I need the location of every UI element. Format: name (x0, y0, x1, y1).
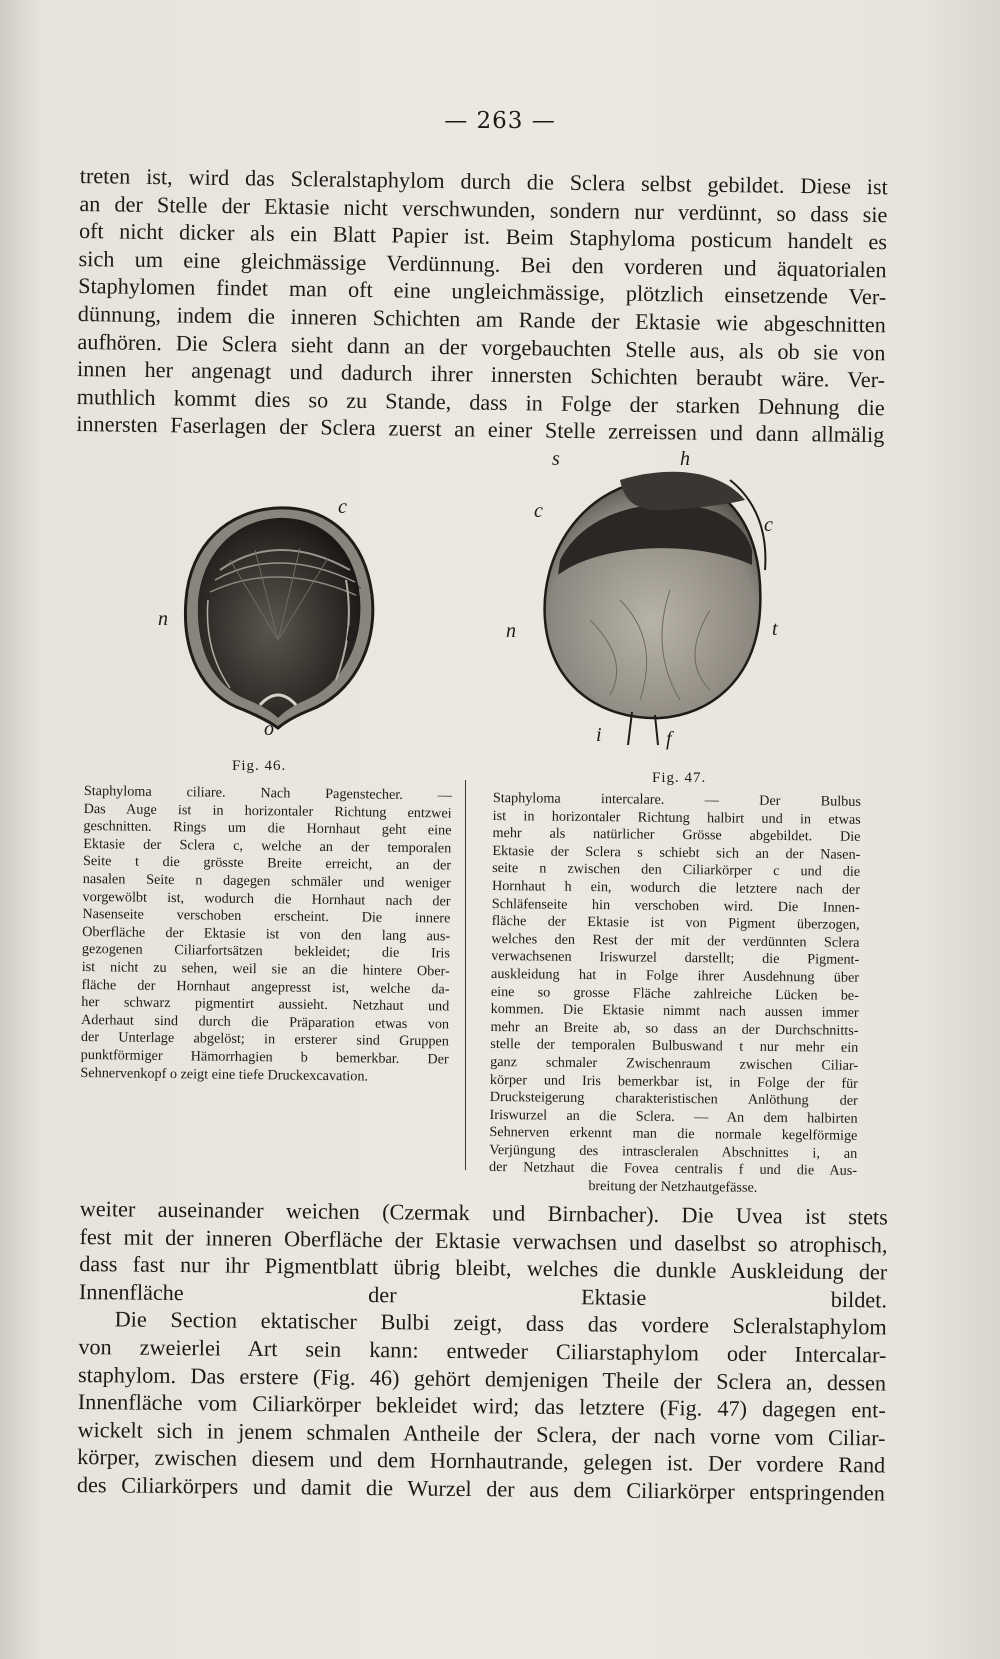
caption-line: her schwarz pigmentirt aussieht. Netzhaut und (81, 994, 450, 1015)
caption-line: ist nicht zu sehen, weil sie an die hintere Ober- (81, 958, 450, 980)
caption-line: der Netzhaut die Fovea centralis f und die Aus- (488, 1159, 858, 1180)
text-line: von zweierlei Art sein kann: entweder Ciliarstaphylom oder Intercalar- (78, 1333, 887, 1368)
text-line: dünnung, indem die inneren Schichten am Rande der Ektasie wie abgeschnitten (77, 300, 886, 338)
figure-47-caption (489, 790, 861, 1198)
body-text-top (76, 162, 888, 449)
figure-47 (506, 448, 780, 750)
caption-line: Aderhaut sind durch die Präparation etwas von (81, 1011, 450, 1033)
figure-46-title: Fig. 46. (232, 758, 287, 774)
label-o: o (264, 718, 274, 740)
label-n: n (158, 608, 168, 630)
label-b: b (346, 624, 356, 646)
caption-line: Drucksteigerung charakteristischen Anlöthung der (489, 1089, 858, 1109)
caption-line: Ektasie der Sclera s schiebt sich an der Nasen- (492, 842, 861, 863)
caption-line: Schläfenseite hin verschoben wird. Die Innen- (491, 895, 860, 916)
page-number: — 263 — (444, 108, 556, 134)
caption-line: körper und Iris bemerkbar ist, in Folge der für (489, 1071, 859, 1092)
figure-47-illustration (520, 460, 780, 750)
figure-46 (158, 496, 400, 740)
caption-line: Nasenseite verschoben erscheint. Die innere (82, 906, 451, 927)
text-line: staphylom. Das erstere (Fig. 46) gehört demjenigen Theile der Sclera an, dessen (77, 1361, 887, 1396)
caption-line: Das Auge ist in horizontaler Richtung entzwei (83, 800, 452, 822)
caption-line: Iriswurzel an die Sclera. — An dem halbirten (489, 1106, 858, 1127)
text-line: weiter auseinander weichen (Czermak und Birnbacher). Die Uvea ist stets (79, 1196, 888, 1230)
caption-line: ist in horizontaler Richtung halbirt und in etwas (492, 807, 861, 828)
text-line: Die Section ektatischer Bulbi zeigt, dass das vordere Scleralstaphylom (114, 1306, 887, 1340)
label-c-left: c (534, 500, 543, 522)
text-line: fest mit der inneren Oberfläche der Ektasie verwachsen und daselbst so atrophisch, (79, 1223, 888, 1258)
text-line: Staphylomen findet man oft eine ungleichmässige, plötzlich einsetzende Ver- (78, 273, 887, 310)
caption-line: welches den Rest der mit der verdünnten Sclera (491, 930, 860, 951)
text-line: körper, zwischen diesem und dem Hornhautrande, gelegen ist. Der vordere Rand (77, 1444, 886, 1478)
caption-line: fläche der Hornhaut angepresst ist, welche da- (81, 976, 450, 998)
caption-line: nasalen Seite n dagegen schmäler und weniger (82, 870, 451, 892)
text-line: muthlich kommt dies so zu Stande, dass in Folge der starken Dehnung die (76, 383, 885, 421)
caption-line: ganz schmaler Zwischenraum zwischen Ciliar- (490, 1053, 859, 1074)
text-line: Innenfläche der Ektasie bildet. (78, 1278, 888, 1313)
label-n: n (506, 620, 516, 642)
caption-line: kommen. Die Ektasie nimmt nach aussen immer (490, 1001, 859, 1021)
caption-line: Hornhaut h ein, wodurch die letztere nach der (491, 877, 861, 898)
text-line: aufhören. Die Sclera sieht dann an der vorgebauchten Stelle aus, als ob sie von (77, 328, 886, 365)
label-t: t (772, 618, 778, 640)
label-t: t (355, 580, 361, 602)
caption-line: Verjüngung des intrascleralen Abschnittes i, an (489, 1141, 858, 1162)
text-line: an der Stelle der Ektasie nicht verschwunden, sondern nur verdünnt, so dass sie (79, 190, 888, 227)
caption-line: fläche der Ektasie ist von Pigment überzogen, (491, 913, 860, 934)
caption-line: Seite t die grösste Breite erreicht, an der (82, 853, 452, 874)
caption-line: eine so grosse Fläche zahlreiche Lücken be- (490, 983, 859, 1004)
caption-line: geschnitten. Rings um die Hornhaut geht eine (83, 818, 452, 839)
text-line: Innenfläche vom Ciliarkörper bekleidet wird; das letztere (Fig. 47) dagegen ent- (77, 1389, 886, 1423)
label-c: c (338, 496, 347, 518)
caption-line: Sehnervenkopf o zeigt eine tiefe Druckexcavation. (80, 1064, 369, 1084)
caption-line: auskleidung hat in Folge ihrer Ausdehnung über (490, 965, 860, 986)
label-f: f (666, 728, 672, 750)
caption-line: gezogenen Ciliarfortsätzen bekleidet; die Iris (81, 941, 451, 962)
caption-line: mehr als natürlicher Grösse abgebildet. Die (492, 825, 861, 846)
text-line: sich um eine gleichmässige Verdünnung. Bei den vorderen und äquatorialen (78, 245, 887, 283)
caption-line: seite n zwischen den Ciliarkörper c und die (492, 860, 861, 881)
caption-line: Staphyloma ciliare. Nach Pagenstecher. — (83, 783, 452, 804)
figure-46-caption (80, 783, 452, 1087)
caption-line: der Unterlage abgelöst; in ersterer sind Gruppen (80, 1029, 449, 1050)
text-line: oft nicht dicker als ein Blatt Papier ist. Beim Staphyloma posticum handelt es (78, 218, 888, 255)
text-line: des Ciliarkörpers und damit die Wurzel der aus dem Ciliarkörper entspringenden (76, 1471, 886, 1506)
column-divider (465, 780, 466, 1170)
caption-line: verwachsenen Iriswurzel darstellt; die Pigment- (491, 948, 860, 969)
caption-line: Oberfläche der Ektasie ist von den lang aus- (82, 923, 451, 945)
figure-46-illustration (160, 500, 400, 730)
caption-line: Staphyloma intercalare. — Der Bulbus (492, 790, 861, 810)
caption-line: Sehnerven erkennt man die normale kegelförmige (489, 1124, 858, 1145)
figure-47-title: Fig. 47. (652, 770, 707, 786)
body-text-bottom (77, 1195, 888, 1507)
caption-line: Ektasie der Sclera c, welche an der temporalen (83, 835, 452, 857)
text-line: dass fast nur ihr Pigmentblatt übrig bleibt, welches die dunkle Auskleidung der (79, 1251, 888, 1285)
text-line: innersten Faserlagen der Sclera zuerst an einer Stelle zerreissen und dann allmälig (76, 411, 885, 448)
label-i: i (596, 724, 602, 746)
text-line: treten ist, wird das Scleralstaphylom durch die Sclera selbst gebildet. Diese ist (79, 162, 888, 200)
text-line: wickelt sich in jenem schmalen Antheile der Sclera, der nach vorne vom Ciliar- (77, 1416, 886, 1451)
caption-line: mehr an Breite ab, so dass an der Durchschnitts- (490, 1018, 859, 1039)
text-line: innen her angenagt und dadurch ihrer innersten Schichten beraubt wäre. Ver- (76, 356, 886, 393)
caption-line: breitung der Netzhautgefässe. (588, 1178, 758, 1196)
caption-line: stelle der temporalen Bulbuswand t nur mehr ein (490, 1036, 859, 1057)
caption-line: punktförmiger Hämorrhagien b bemerkbar. Der (80, 1046, 449, 1068)
label-s: s (552, 448, 560, 470)
label-c-right: c (764, 514, 773, 536)
label-h: h (680, 448, 690, 470)
caption-line: vorgewölbt ist, wodurch die Hornhaut nach der (82, 888, 451, 910)
